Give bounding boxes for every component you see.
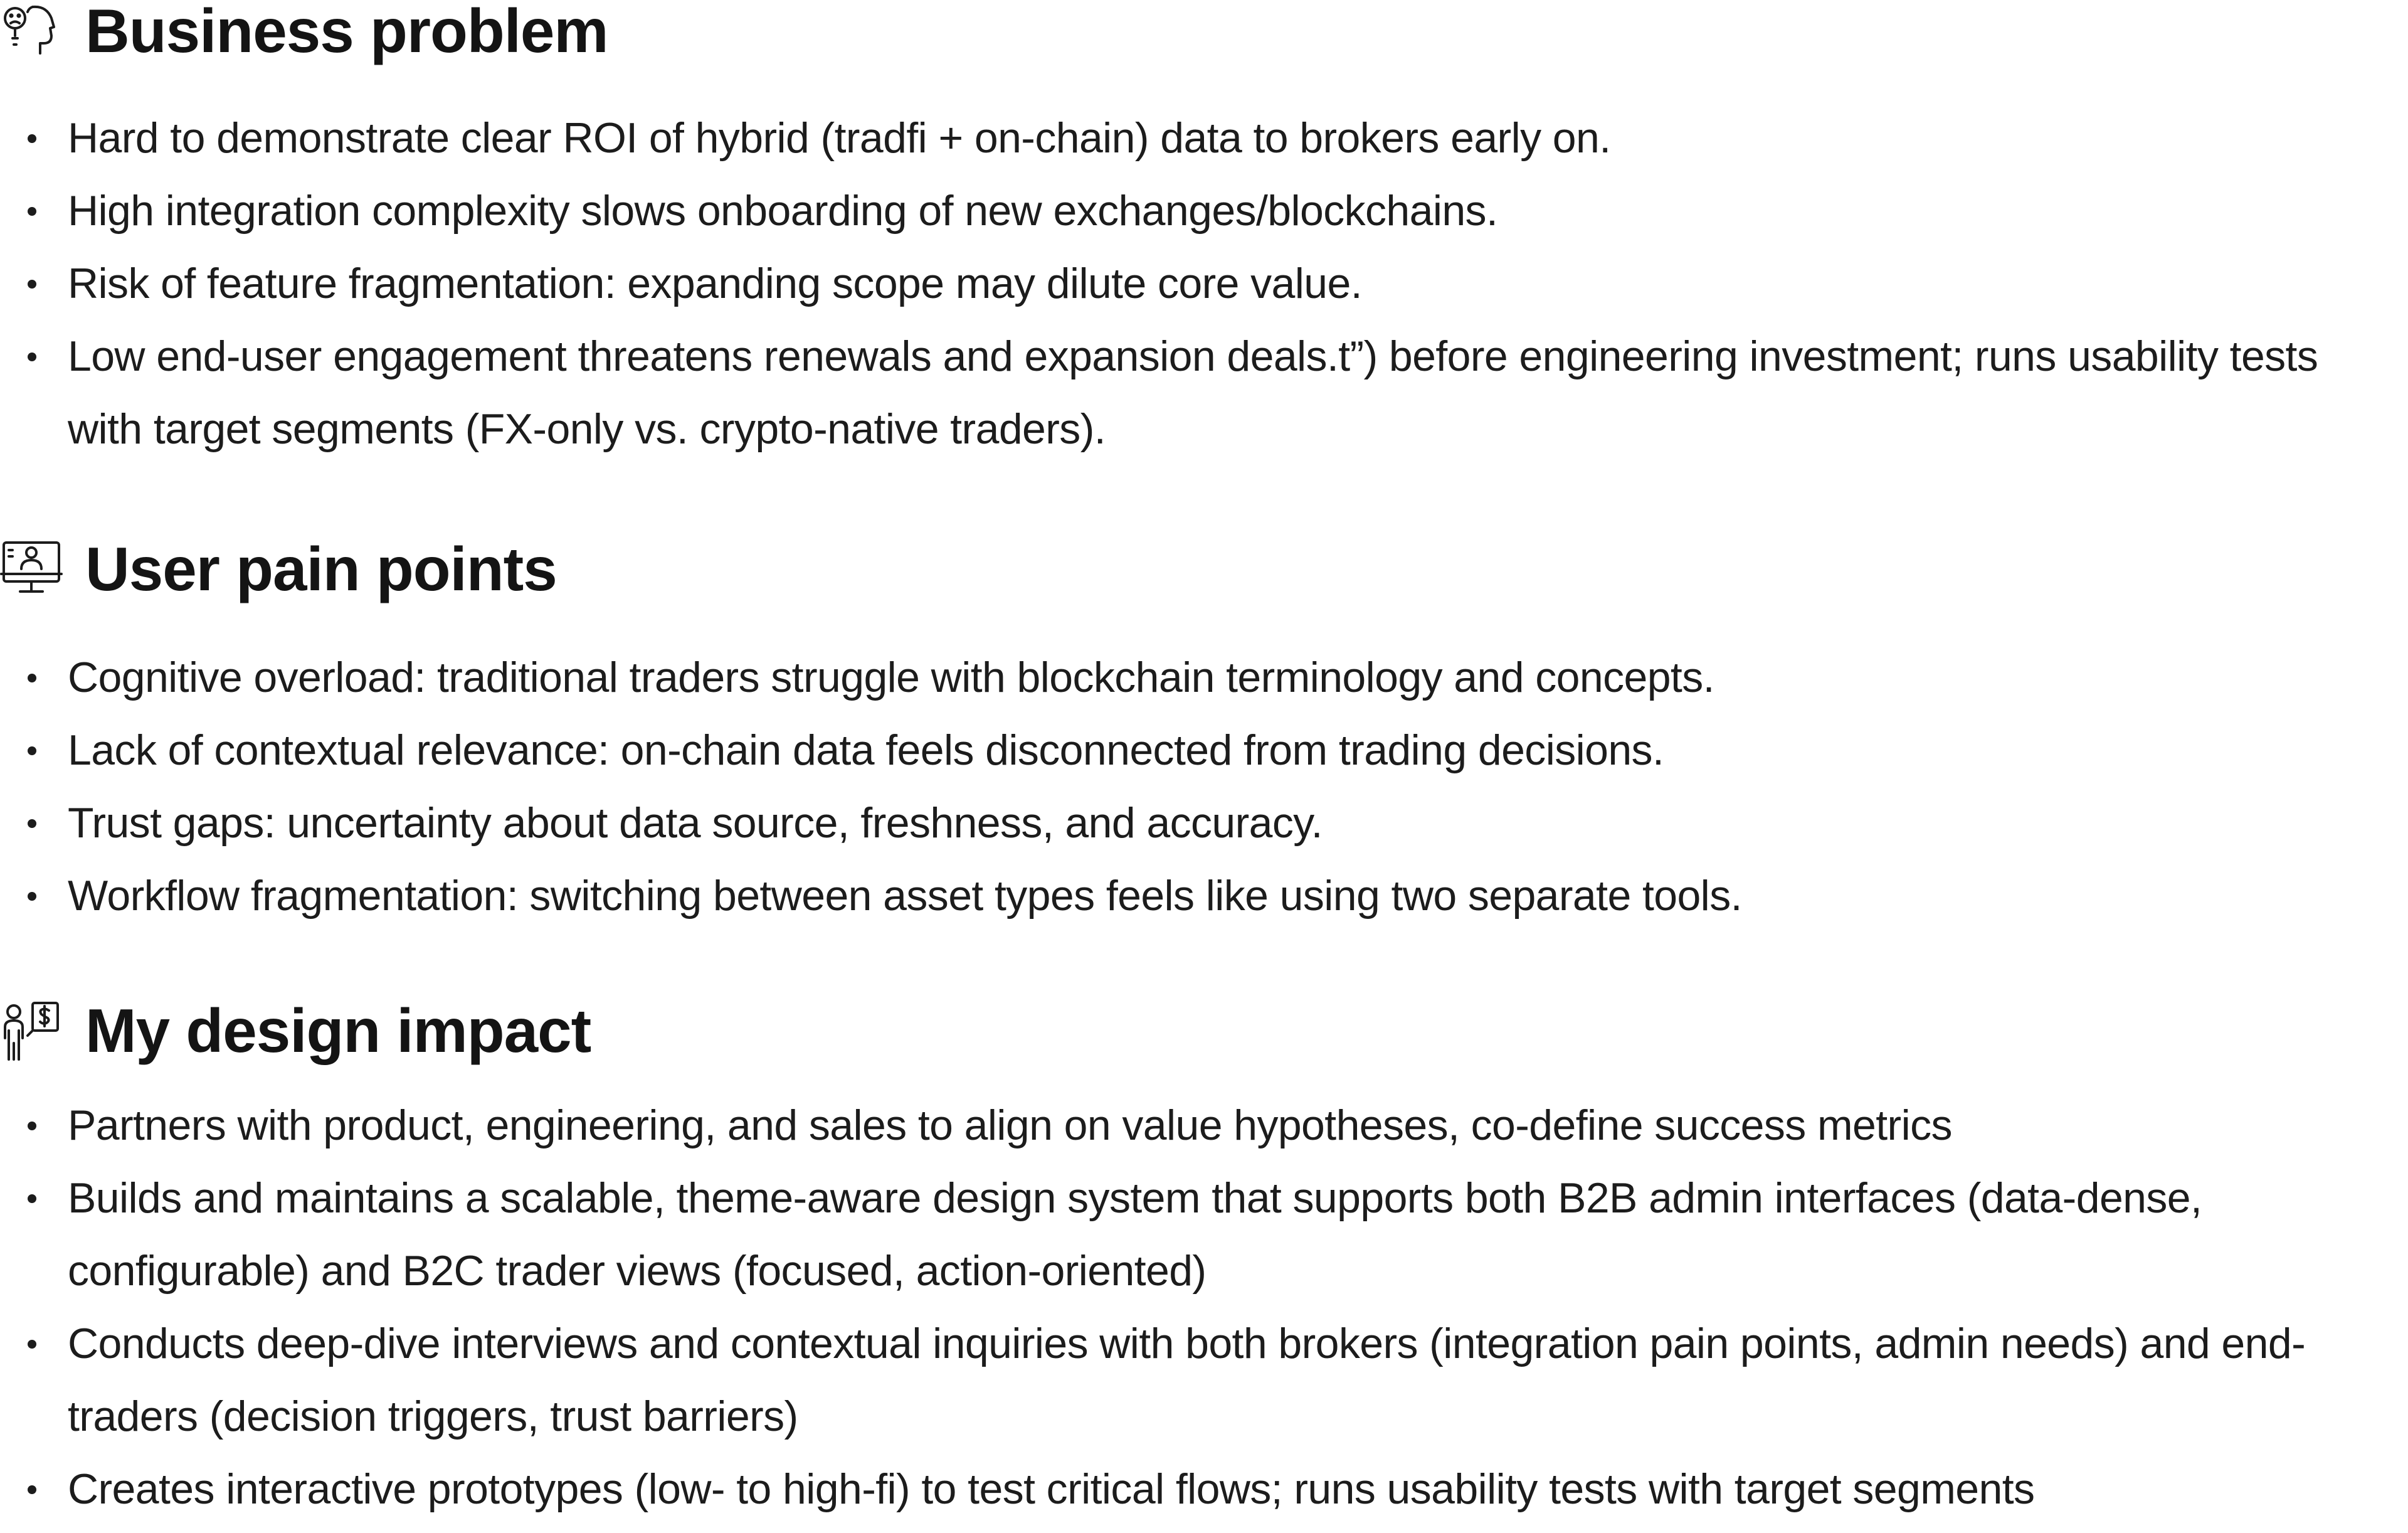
list-item: Conducts deep-dive interviews and contextual inquiries with both brokers (integration pain points, admin needs) and end-traders (decision triggers, trust barriers) xyxy=(0,1307,2408,1453)
person-dollar-icon xyxy=(0,999,63,1062)
section-user-pain-points xyxy=(0,534,2408,920)
section-design-impact xyxy=(0,996,2408,1513)
list-item: Partners with product, engineering, and sales to align on value hypotheses, co-define success metrics xyxy=(0,1089,2408,1162)
section-title: My design impact xyxy=(85,996,591,1065)
list-item: Lack of contextual relevance: on-chain data feels disconnected from trading decisions. xyxy=(0,714,2408,787)
section-title: User pain points xyxy=(85,534,557,603)
list-item: High integration complexity slows onboarding of new exchanges/blockchains. xyxy=(0,174,2408,247)
list-item: Builds and maintains a scalable, theme-aware design system that supports both B2B admin interfaces (data-dense, configurable) and B2C trader views (focused, action-oriented) xyxy=(0,1162,2408,1307)
bullet-list xyxy=(0,641,2408,932)
bullet-list xyxy=(0,102,2408,465)
list-item: Trust gaps: uncertainty about data source, freshness, and accuracy. xyxy=(0,787,2408,859)
list-item: Hard to demonstrate clear ROI of hybrid (tradfi + on-chain) data to brokers early on. xyxy=(0,102,2408,174)
list-item: Risk of feature fragmentation: expanding scope may dilute core value. xyxy=(0,247,2408,320)
list-item: Creates interactive prototypes (low- to high-fi) to test critical flows; runs usability tests with target segments xyxy=(0,1453,2408,1525)
section-header xyxy=(0,996,2408,1065)
section-business-problem xyxy=(0,0,2408,453)
section-header xyxy=(0,534,2408,603)
list-item: Low end-user engagement threatens renewals and expansion deals.t”) before engineering investment; runs usability tests with target segments (FX-only vs. crypto-native traders). xyxy=(0,320,2408,465)
bullet-list xyxy=(0,1089,2408,1525)
list-item: Workflow fragmentation: switching between asset types feels like using two separate tools. xyxy=(0,859,2408,932)
section-header xyxy=(0,0,2408,65)
user-monitor-icon xyxy=(0,538,63,600)
section-title: Business problem xyxy=(85,0,608,65)
thinking-head-icon xyxy=(0,0,63,62)
list-item: Cognitive overload: traditional traders struggle with blockchain terminology and concepts. xyxy=(0,641,2408,714)
